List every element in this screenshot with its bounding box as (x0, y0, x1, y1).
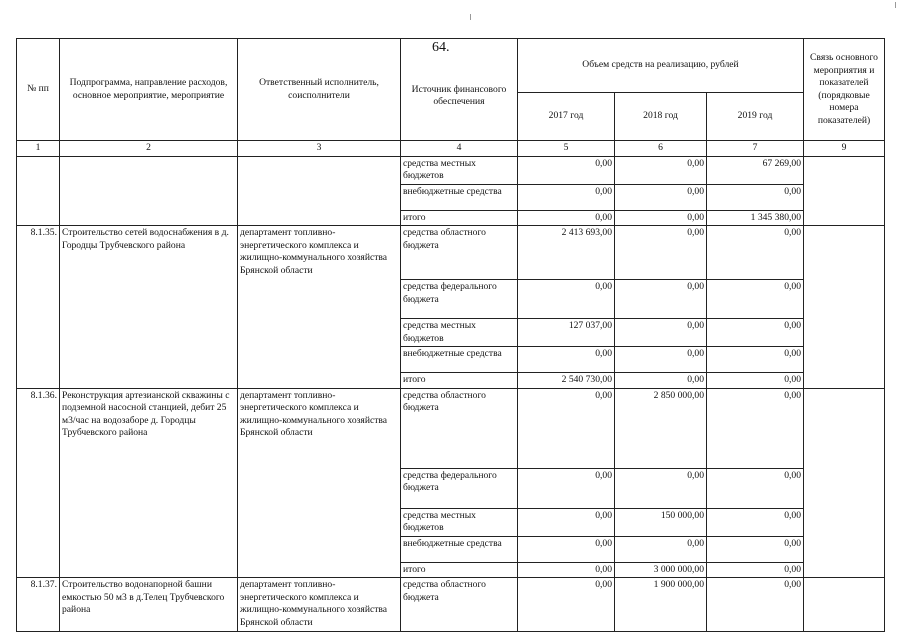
value-2019: 0,00 (707, 578, 804, 632)
value-2017: 2 540 730,00 (518, 373, 615, 389)
value-2017: 0,00 (518, 578, 615, 632)
value-2019: 0,00 (707, 562, 804, 578)
value-2018: 2 850 000,00 (615, 388, 707, 468)
value-2019: 67 269,00 (707, 156, 804, 184)
source-cell: итого (401, 562, 518, 578)
value-2017: 0,00 (518, 536, 615, 562)
value-2017: 127 037,00 (518, 319, 615, 347)
source-cell: средства местных бюджетов (401, 508, 518, 536)
header-2017: 2017 год (518, 93, 615, 141)
value-2018: 0,00 (615, 468, 707, 508)
source-cell: средства областного бюджета (401, 226, 518, 280)
source-cell: внебюджетные средства (401, 347, 518, 373)
value-2019: 0,00 (707, 468, 804, 508)
header-2018: 2018 год (615, 93, 707, 141)
value-2018: 0,00 (615, 184, 707, 210)
value-2019: 0,00 (707, 184, 804, 210)
value-2018: 1 900 000,00 (615, 578, 707, 632)
prev-name (60, 156, 238, 226)
header-link: Связь основного мероприятия и показателей (порядковые номера показателей) (804, 39, 885, 141)
scan-speck (470, 14, 471, 20)
col-number: 2 (60, 141, 238, 157)
value-2019: 0,00 (707, 508, 804, 536)
link-cell (804, 226, 885, 389)
value-2018: 0,00 (615, 536, 707, 562)
value-2017: 0,00 (518, 184, 615, 210)
value-2019: 0,00 (707, 536, 804, 562)
source-cell: внебюджетные средства (401, 184, 518, 210)
header-2019: 2019 год (707, 93, 804, 141)
item-executor: департамент топливно-энергетического комплекса и жилищно-коммунального хозяйства Брянской области (238, 226, 401, 389)
prev-num (17, 156, 60, 226)
source-cell: средства областного бюджета (401, 388, 518, 468)
budget-table (16, 38, 885, 632)
value-2018: 0,00 (615, 347, 707, 373)
col-number: 4 (401, 141, 518, 157)
link-cell (804, 156, 885, 226)
item-name: Строительство водонапорной башни емкостью 50 м3 в д.Телец Трубчевского района (60, 578, 238, 632)
value-2017: 0,00 (518, 156, 615, 184)
page-number: 64. (432, 40, 450, 55)
item-num: 8.1.37. (17, 578, 60, 632)
value-2019: 0,00 (707, 388, 804, 468)
item-num: 8.1.35. (17, 226, 60, 389)
item-executor: департамент топливно-энергетического комплекса и жилищно-коммунального хозяйства Брянской области (238, 578, 401, 632)
value-2017: 0,00 (518, 562, 615, 578)
value-2019: 0,00 (707, 373, 804, 389)
source-cell: средства областного бюджета (401, 578, 518, 632)
source-cell: средства федерального бюджета (401, 468, 518, 508)
value-2019: 0,00 (707, 347, 804, 373)
source-cell: итого (401, 373, 518, 389)
value-2017: 0,00 (518, 468, 615, 508)
value-2019: 1 345 380,00 (707, 210, 804, 226)
header-program: Подпрограмма, направление расходов, основное мероприятие, мероприятие (60, 39, 238, 141)
col-number: 3 (238, 141, 401, 157)
value-2019: 0,00 (707, 226, 804, 280)
item-name: Строительство сетей водоснабжения в д. Городцы Трубчевского района (60, 226, 238, 389)
source-cell: внебюджетные средства (401, 536, 518, 562)
value-2017: 0,00 (518, 388, 615, 468)
value-2018: 0,00 (615, 319, 707, 347)
link-cell (804, 388, 885, 578)
value-2017: 2 413 693,00 (518, 226, 615, 280)
value-2018: 0,00 (615, 373, 707, 389)
header-volume: Объем средств на реализацию, рублей (518, 39, 804, 93)
col-number: 5 (518, 141, 615, 157)
header-num: № пп (17, 39, 60, 141)
item-executor: департамент топливно-энергетического комплекса и жилищно-коммунального хозяйства Брянской области (238, 388, 401, 578)
value-2018: 3 000 000,00 (615, 562, 707, 578)
col-number: 9 (804, 141, 885, 157)
value-2017: 0,00 (518, 508, 615, 536)
value-2018: 150 000,00 (615, 508, 707, 536)
value-2019: 0,00 (707, 280, 804, 319)
value-2018: 0,00 (615, 156, 707, 184)
value-2017: 0,00 (518, 210, 615, 226)
prev-executor (238, 156, 401, 226)
link-cell (804, 578, 885, 632)
value-2018: 0,00 (615, 226, 707, 280)
header-source: Источник финансового обеспечения (401, 39, 518, 141)
source-cell: средства федерального бюджета (401, 280, 518, 319)
source-cell: итого (401, 210, 518, 226)
value-2018: 0,00 (615, 280, 707, 319)
col-number: 1 (17, 141, 60, 157)
value-2017: 0,00 (518, 280, 615, 319)
col-number: 7 (707, 141, 804, 157)
value-2019: 0,00 (707, 319, 804, 347)
source-cell: средства местных бюджетов (401, 319, 518, 347)
item-name: Реконструкция артезианской скважины с подземной насосной станцией, дебит 25 м3/час на водозаборе д. Городцы Трубчевского района (60, 388, 238, 578)
item-num: 8.1.36. (17, 388, 60, 578)
value-2017: 0,00 (518, 347, 615, 373)
scan-speck (895, 2, 896, 8)
header-executor: Ответственный исполнитель, соисполнители (238, 39, 401, 141)
col-number: 6 (615, 141, 707, 157)
value-2018: 0,00 (615, 210, 707, 226)
source-cell: средства местных бюджетов (401, 156, 518, 184)
